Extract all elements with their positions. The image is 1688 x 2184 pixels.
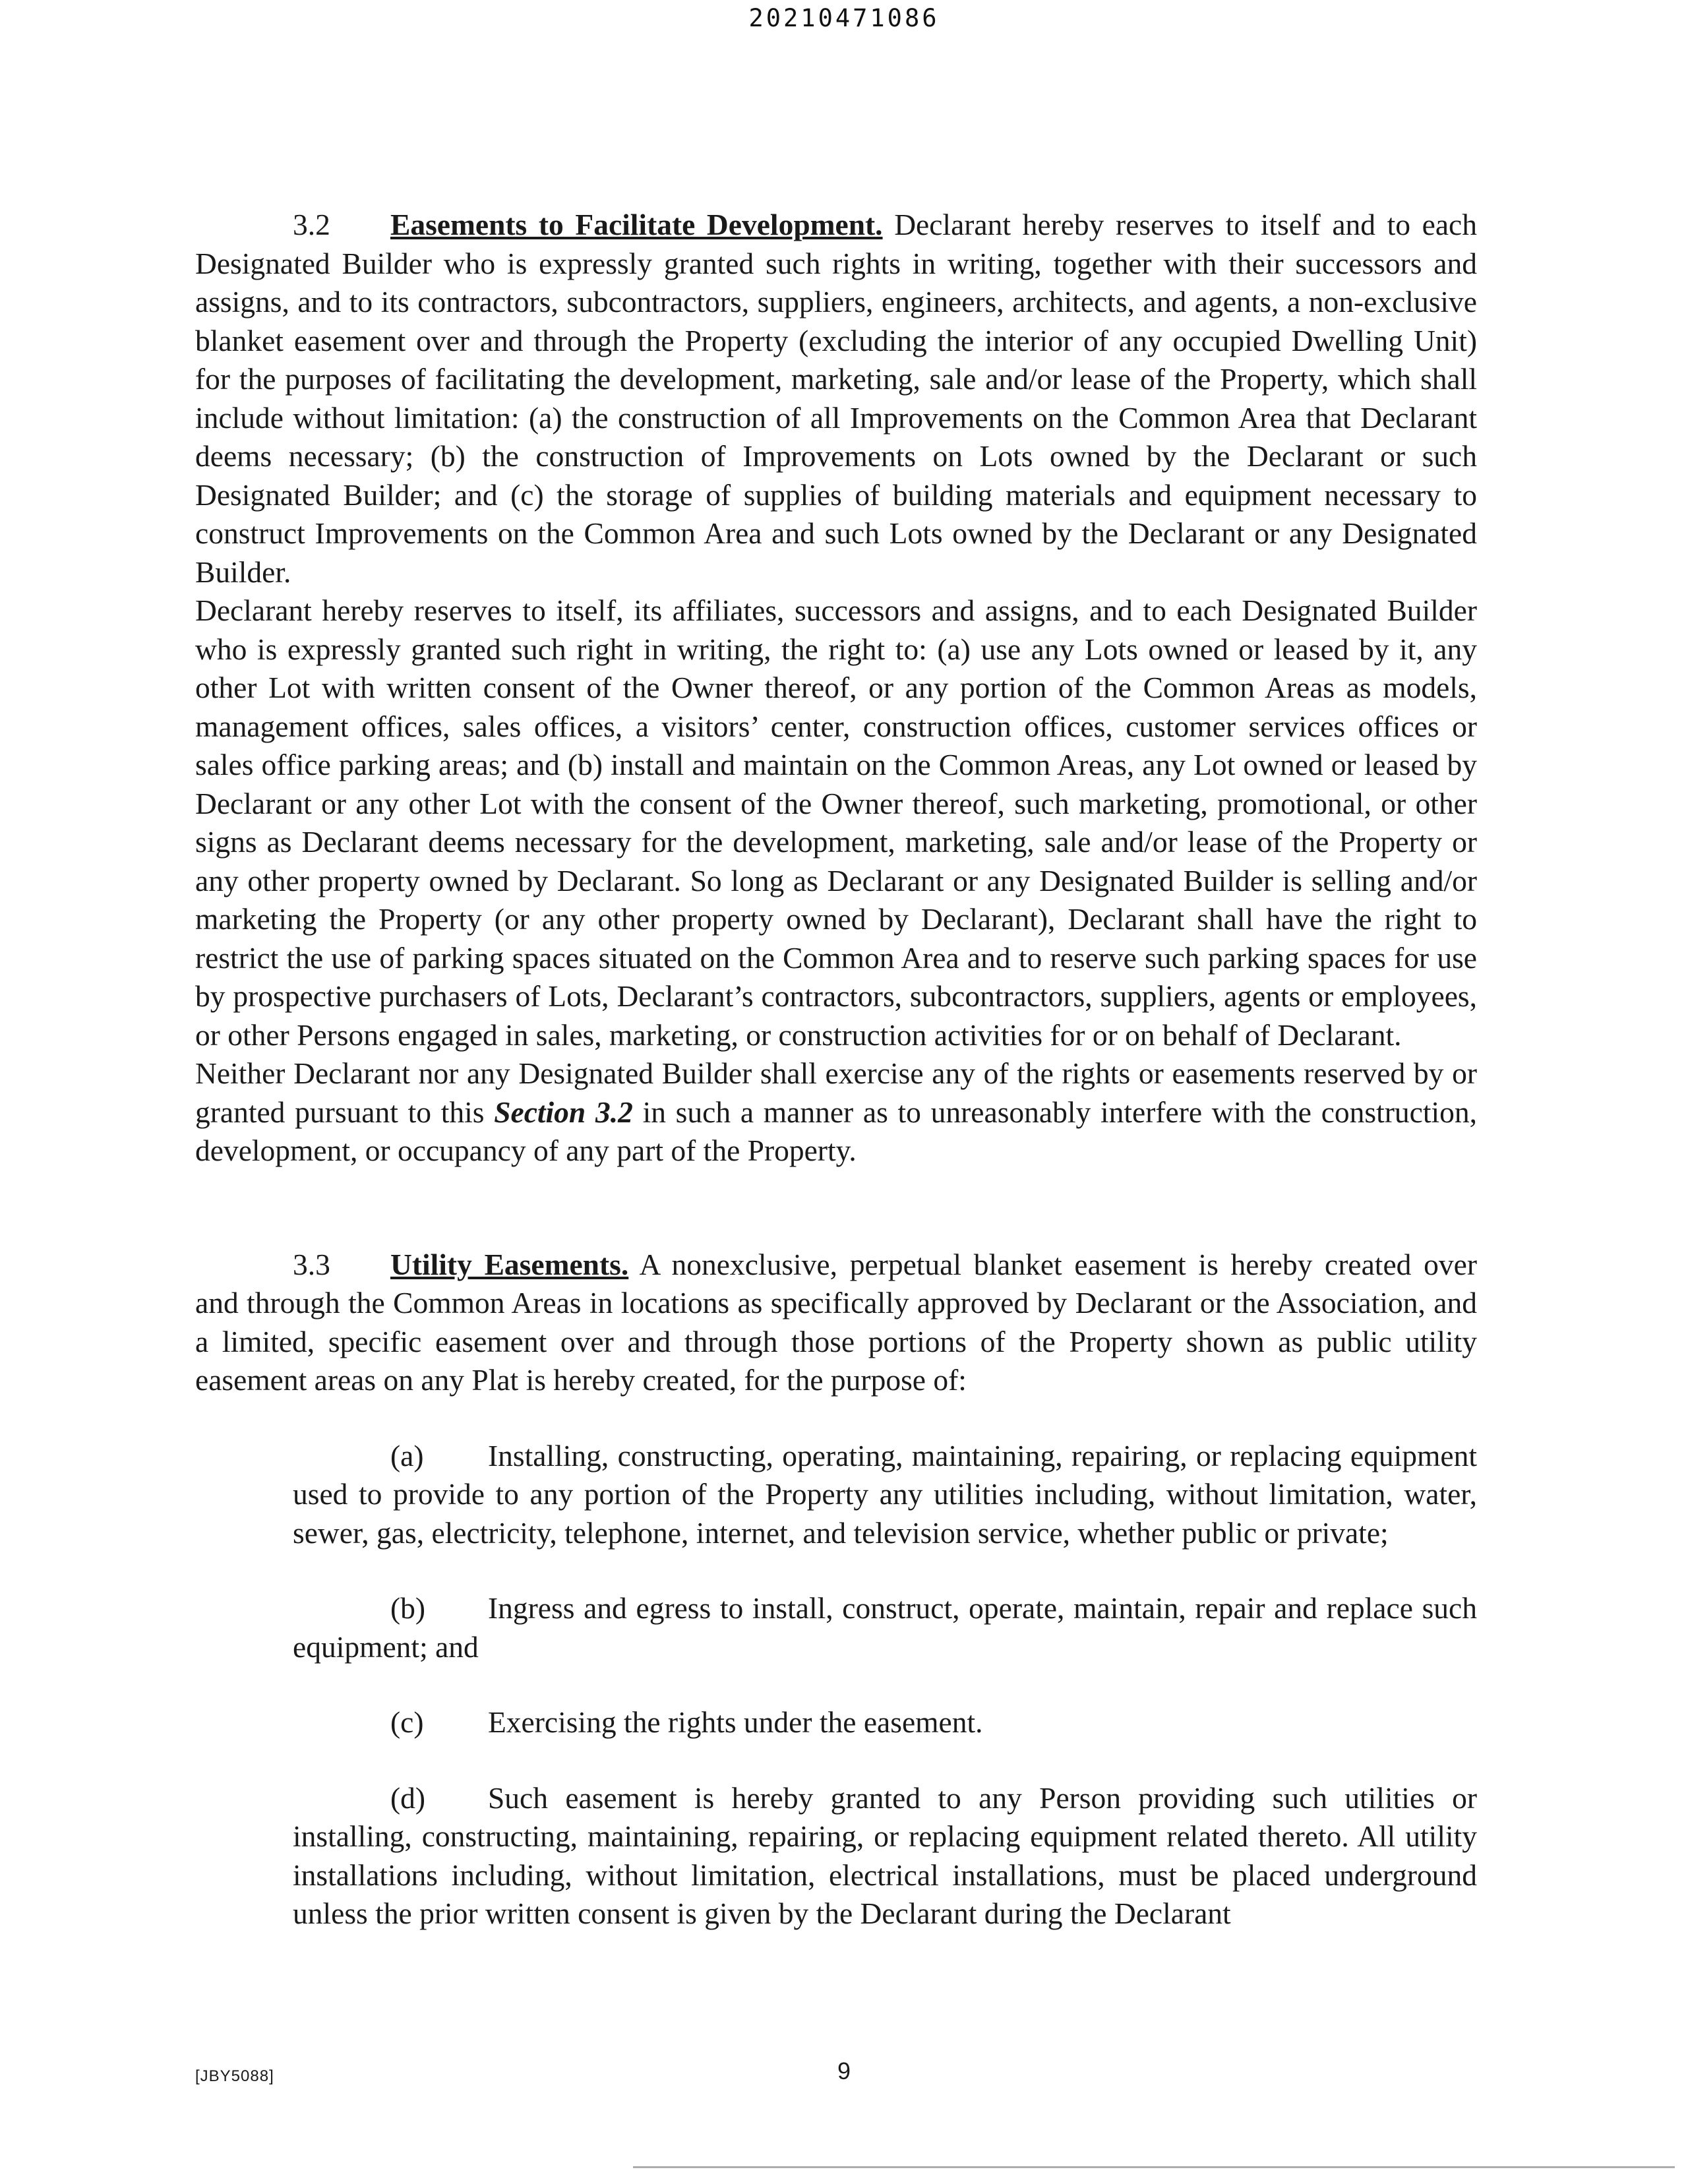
scan-artifact-line <box>633 2166 1675 2168</box>
document-body <box>195 206 1477 1933</box>
list-item-label: (b) <box>390 1591 426 1625</box>
section-3-3-intro-text: A nonexclusive, perpetual blanket easement is hereby created over and through the Common Areas in locations as specifically approved by Declarant or the Association, and a limited, specific easement over and through those portions of the Property shown as public utility easement areas on any Plat is hereby created, for the purpose of: <box>195 1247 1477 1397</box>
item-spacer <box>195 1400 1477 1437</box>
section-3-3-intro-paragraph <box>195 1246 1477 1400</box>
item-spacer <box>195 1552 1477 1589</box>
section-3-3-number: 3.3 <box>293 1247 330 1281</box>
section-3-2-text-1: Declarant hereby reserves to itself and to each Designated Builder who is expressly granted such rights in writing, together with their successors and assigns, and to its contractors, subcontractors, suppliers, engineers, architects, and agents, a non-exclusive blanket easement over and through the Property (excluding the interior of any occupied Dwelling Unit) for the purposes of facilitating the development, marketing, sale and/or lease of the Property, which shall include without limitation: (a) the construction of all Improvements on the Common Area that Declarant deems necessary; (b) the construction of Improvements on Lots owned by the Declarant or such Designated Builder; and (c) the storage of supplies of building materials and equipment necessary to construct Improvements on the Common Area and such Lots owned by the Declarant or any Designated Builder. <box>195 208 1477 589</box>
section-3-2-paragraph-3 <box>195 1054 1477 1170</box>
list-item-text: Installing, constructing, operating, maintaining, repairing, or replacing equipment used to provide to any portion of the Property any utilities including, without limitation, water, sewer, gas, electricity, telephone, internet, and television service, whether public or private; <box>293 1438 1477 1550</box>
section-3-2-paragraph-1 <box>195 206 1477 592</box>
section-3-2-number: 3.2 <box>293 208 330 241</box>
list-item-b <box>293 1589 1477 1666</box>
section-3-2-title: Easements to Facilitate Development. <box>390 208 883 241</box>
recording-number: 20210471086 <box>748 4 940 32</box>
page-number: 9 <box>837 2057 851 2084</box>
document-code: [JBY5088] <box>195 2067 274 2085</box>
section-reference: Section 3.2 <box>494 1095 633 1129</box>
section-3-2-paragraph-2: Declarant hereby reserves to itself, its affiliates, successors and assigns, and to each Designated Builder who is expressly granted such right in writing, the right to: (a) use any Lots owned or leased by it, any other Lot with written consent of the Owner thereof, or any portion of the Common Areas as models, management offices, sales offices, a visitors’ center, construction offices, customer services offices or sales office parking areas; and (b) install and maintain on the Common Areas, any Lot owned or leased by Declarant or any other Lot with the consent of the Owner thereof, such marketing, promotional, or other signs as Declarant deems necessary for the development, marketing, sale and/or lease of the Property or any other property owned by Declarant. So long as Declarant or any Designated Builder is selling and/or marketing the Property (or any other property owned by Declarant), Declarant shall have the right to restrict the use of parking spaces situated on the Common Area and to reserve such parking spaces for use by prospective purchasers of Lots, Declarant’s contractors, subcontractors, suppliers, agents or employees, or other Persons engaged in sales, marketing, or construction activities for or on behalf of Declarant. <box>195 593 1477 1052</box>
section-3-3-title: Utility Easements. <box>390 1247 629 1281</box>
list-item-c <box>293 1703 1477 1742</box>
list-item-label: (a) <box>390 1438 424 1472</box>
list-item-d <box>293 1779 1477 1933</box>
item-spacer <box>195 1742 1477 1779</box>
section-spacer <box>195 1170 1477 1246</box>
list-item-text: Exercising the rights under the easement. <box>488 1705 983 1739</box>
list-item-label: (d) <box>390 1780 426 1815</box>
section-3-2-text-3b: in such a manner as to unreasonably interfere with the construction, development, or occupancy of any part of the Property. <box>195 1095 1477 1167</box>
list-item-label: (c) <box>390 1705 424 1739</box>
list-item-text: Ingress and egress to install, construct, operate, maintain, repair and replace such equipment; and <box>293 1591 1477 1664</box>
item-spacer <box>195 1666 1477 1703</box>
section-3-2-text-3a: Neither Declarant nor any Designated Builder shall exercise any of the rights or easements reserved by or granted pursuant to this <box>195 1056 1477 1129</box>
list-item-a <box>293 1437 1477 1553</box>
list-item-text: Such easement is hereby granted to any Person providing such utilities or installing, constructing, maintaining, repairing, or replacing equipment related thereto. All utility installations including, without limitation, electrical installations, must be placed underground unless the prior written consent is given by the Declarant during the Declarant <box>293 1780 1477 1930</box>
